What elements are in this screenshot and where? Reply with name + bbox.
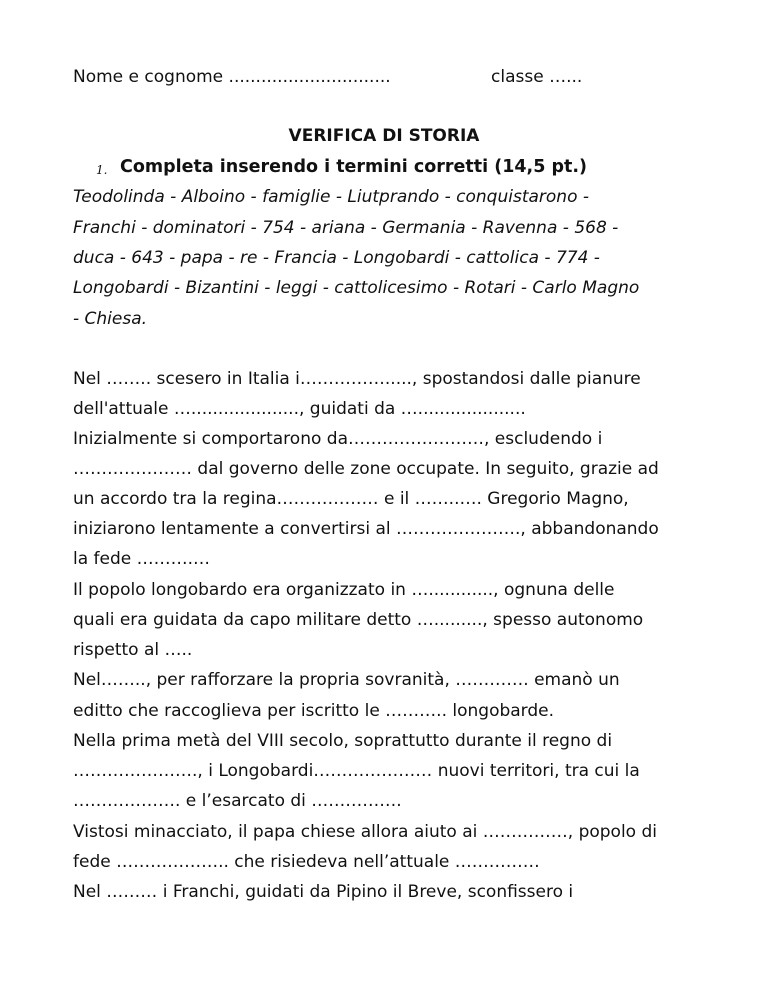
text-line: un accordo tra la regina……………… e il ……..…. Gregorio Magno,	[73, 489, 629, 509]
text-line: Nel…….., per rafforzare la propria sovranità, …………. emanò un	[73, 670, 620, 690]
question-text: Completa inserendo i termini corretti (14,5 pt.)	[120, 157, 587, 177]
text-line: ………………. e l’esarcato di …………….	[73, 791, 402, 811]
terms-line: Franchi - dominatori - 754 - ariana - Germania - Ravenna - 568 -	[73, 218, 619, 238]
text-line: fede ……………….. che risiedeva nell’attuale ……………	[73, 852, 540, 872]
text-line: Nel ……… i Franchi, guidati da Pipino il Breve, sconfissero i	[73, 882, 574, 902]
text-line: Inizialmente si comportarono da……………………, escludendo i	[73, 429, 603, 449]
text-line: ………………… dal governo delle zone occupate. In seguito, grazie ad	[73, 459, 659, 479]
terms-line: Longobardi - Bizantini - leggi - cattolicesimo - Rotari - Carlo Magno	[73, 278, 640, 298]
terms-line: Teodolinda - Alboino - famiglie - Liutprando - conquistarono -	[73, 187, 590, 207]
text-line: …………………., i Longobardi………………… nuovi territori, tra cui la	[73, 761, 640, 781]
text-line: dell'attuale …...................., guidati da …....................	[73, 399, 526, 419]
text-line: rispetto al …..	[73, 640, 193, 660]
text-line: Nel …….. scesero in Italia i……………....., spostandosi dalle pianure	[73, 369, 641, 389]
student-name-field: Nome e cognome ..............................	[73, 67, 391, 87]
terms-line: duca - 643 - papa - re - Francia - Longobardi - cattolica - 774 -	[73, 248, 600, 268]
text-line: Vistosi minacciato, il papa chiese allora aiuto ai ……………, popolo di	[73, 822, 658, 842]
page-title: VERIFICA DI STORIA	[288, 126, 480, 146]
terms-line: - Chiesa.	[73, 309, 148, 329]
text-line: Nella prima metà del VIII secolo, soprattutto durante il regno di	[73, 731, 613, 751]
class-field: classe …...	[491, 67, 583, 87]
question-number: 1.	[96, 163, 108, 177]
text-line: la fede ……….…	[73, 549, 211, 569]
text-line: iniziarono lentamente a convertirsi al …………………., abbandonando	[73, 519, 659, 539]
text-line: editto che raccoglieva per iscritto le ……….. longobarde.	[73, 701, 555, 721]
text-line: Il popolo longobardo era organizzato in …............, ognuna delle	[73, 580, 615, 600]
text-line: quali era guidata da capo militare detto …........., spesso autonomo	[73, 610, 644, 630]
